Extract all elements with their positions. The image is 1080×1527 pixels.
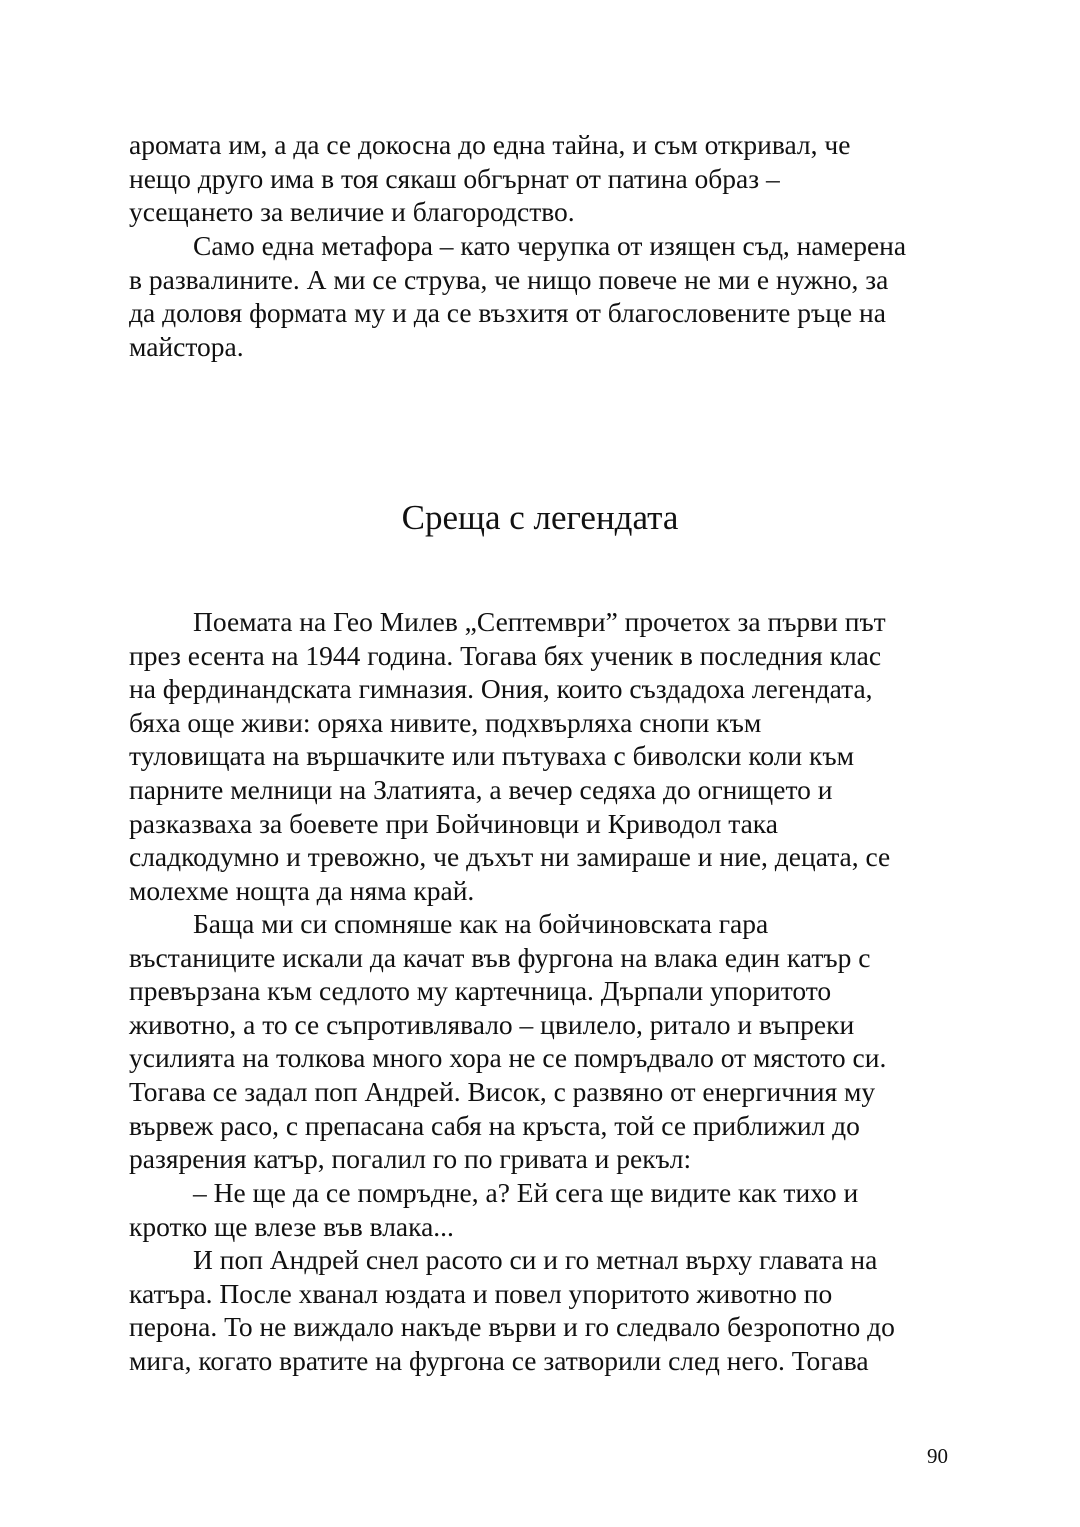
chapter-paragraph-2 [129, 907, 959, 1176]
text-line: И поп Андрей снел расото си и го метнал върху главата на [193, 1244, 878, 1275]
text-line: на фердинандската гимназия. Ония, които създадоха легендата, [129, 673, 873, 705]
text-line: сладкодумно и тревожно, че дъхът ни замираше и ние, децата, се [129, 841, 891, 873]
text-line: Тогава се задал поп Андрей. Висок, с развяно от енергичния му [129, 1075, 876, 1107]
text-line: разярения катър, погалил го по гривата и рекъл: [129, 1143, 692, 1175]
intro-paragraph-2 [129, 229, 959, 363]
text-line: майстора. [129, 330, 244, 362]
chapter-title: Среща с легендата [401, 498, 679, 537]
text-line: Само една метафора – като черупка от изящен съд, намерена [193, 230, 907, 261]
text-line: Баща ми си спомняше как на бойчиновската гара [193, 908, 769, 939]
text-line: през есента на 1944 година. Тогава бях ученик в последния клас [129, 639, 882, 671]
chapter-paragraph-4 [129, 1243, 959, 1377]
text-line: мига, когато вратите на фургона се затворили след него. Тогава [129, 1344, 869, 1376]
text-line: туловищата на вършачките или пътуваха с биволски коли към [129, 740, 855, 772]
text-line: кротко ще влезе във влака... [129, 1210, 454, 1242]
text-line: аромата им, а да се докосна до една тайна, и съм откривал, че [129, 129, 851, 160]
text-line: разказваха за боевете при Бойчиновци и Криводол така [129, 807, 778, 839]
text-line: парните мелници на Златията, а вечер седяха до огнището и [129, 773, 833, 805]
text-line: Поемата на Гео Милев „Септември” прочетох за първи път [193, 606, 886, 637]
text-line: катъра. После хванал юздата и повел упоритото животно по [129, 1277, 833, 1309]
text-line: перона. То не виждало накъде върви и го следвало безропотно до [129, 1311, 895, 1343]
text-line: усилията на толкова много хора не се помръдвало от мястото си. [129, 1042, 887, 1074]
text-line: да доловя формата му и да се възхитя от благословените ръце на [129, 297, 886, 329]
text-line: молехме нощта да няма край. [129, 874, 475, 906]
intro-paragraph-1 [129, 128, 959, 229]
text-line: в развалините. А ми се струва, че нищо повече не ми е нужно, за [129, 263, 889, 295]
chapter-paragraph-1 [129, 605, 959, 907]
text-line: нещо друго има в тоя сякаш обгърнат от патина образ – [129, 162, 780, 194]
text-line: – Не ще да се помръдне, а? Ей сега ще видите как тихо и [193, 1177, 859, 1208]
text-line: усещането за величие и благородство. [129, 196, 575, 228]
text-line: въстаниците искали да качат във фургона на влака един катър с [129, 941, 871, 973]
chapter-paragraph-3 [129, 1176, 959, 1243]
text-line: вървеж расо, с препасана сабя на кръста, той се приближил до [129, 1109, 860, 1141]
text-line: бяха още живи: оряха нивите, подхвърляха снопи към [129, 706, 762, 738]
text-line: животно, а то се съпротивлявало – цвилело, ритало и въпреки [129, 1008, 855, 1040]
text-line: превързана към седлото му картечница. Дърпали упоритото [129, 975, 832, 1007]
page-number: 90 [927, 1444, 948, 1468]
